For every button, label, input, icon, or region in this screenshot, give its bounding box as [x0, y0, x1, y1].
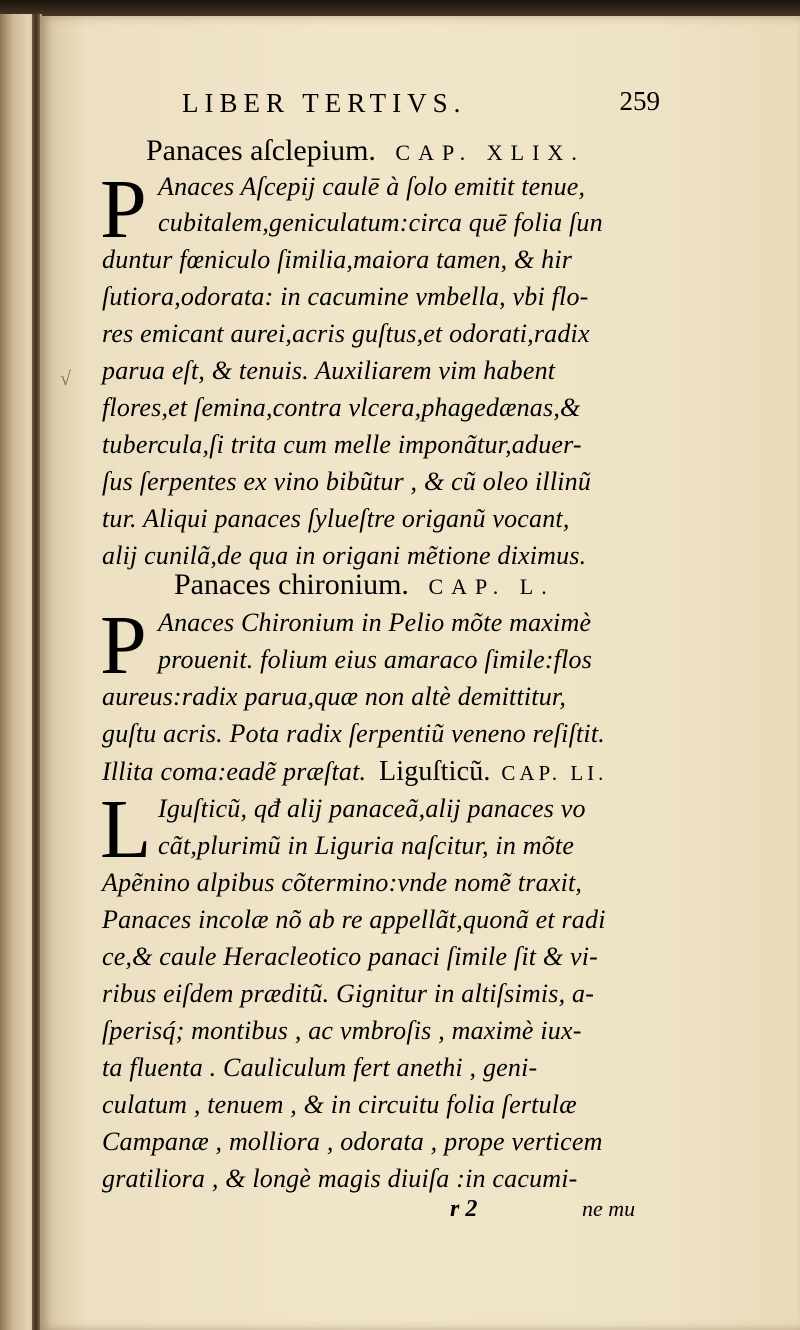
chapter-49-title: Panaces aſclepium. — [146, 134, 376, 167]
chapter-49-line: duntur fœniculo ſimilia,maiora tamen, & hir — [102, 245, 573, 274]
chapter-50-line — [102, 756, 607, 788]
chapter-51-line: Iguſticũ, qđ alij panaceã,alij panaces vo — [158, 794, 586, 823]
chapter-49-drop-cap: P — [100, 163, 147, 256]
chapter-49-line: flores,et ſemina,contra vlcera,phagedænas,& — [102, 393, 581, 422]
chapter-49-line: parua eſt, & tenuis. Auxiliarem vim habent — [102, 356, 556, 385]
page-number: 259 — [619, 86, 660, 116]
chapter-49-line: ſus ſerpentes ex vino bibũtur , & cũ oleo illinũ — [102, 467, 592, 496]
chapter-49-line: ſutiora,odorata: in cacumine vmbella, vbi flo- — [102, 282, 589, 311]
catchword: ne mu — [582, 1196, 636, 1221]
chapter-50-line: aureus:radix parua,quæ non altè demittitur, — [102, 682, 567, 711]
running-header — [182, 88, 660, 124]
chapter-51-line: gratiliora , & longè magis diuiſa :in cacumi- — [102, 1164, 578, 1193]
chapter-51-line: ribus eiſdem præditũ. Gignitur in altiſsimis, a- — [102, 979, 595, 1008]
chapter-50-line: Anaces Chironium in Pelio mõte maximè — [158, 608, 592, 637]
chapter-50-line: guſtu acris. Pota radix ſerpentiũ veneno reſiſtit. — [102, 719, 605, 748]
running-title: LIBER TERTIVS. — [182, 88, 467, 118]
chapter-49-line: tubercula,ſi trita cum melle imponãtur,aduer- — [102, 430, 582, 459]
chapter-49-line: alij cunilã,de qua in origani mẽtione diximus. — [102, 541, 587, 570]
chapter-51-line: Campanæ , molliora , odorata , prope verticem — [102, 1127, 603, 1156]
chapter-51-drop-cap: L — [100, 783, 152, 876]
chapter-51-line: culatum , tenuem , & in circuitu folia ſertulæ — [102, 1090, 577, 1119]
chapter-49-line: Anaces Aſcepij caulē à ſolo emitit tenue, — [158, 172, 586, 201]
chapter-49-line: res emicant aurei,acris guſtus,et odorati,radix — [102, 319, 590, 348]
gutter-shadow — [32, 14, 40, 1330]
chapter-50-heading — [174, 568, 555, 602]
chapter-51-line: ſperisq́; montibus , ac vmbroſis , maximè iux- — [102, 1016, 582, 1045]
chapter-50-number: CAP. L. — [428, 574, 555, 599]
chapter-50-last-line: Illita coma:eadẽ præſtat. — [102, 757, 367, 786]
chapter-51-line: Apẽnino alpibus cõtermino:vnde nomẽ traxit, — [102, 868, 583, 897]
chapter-51-line: cãt,plurimũ in Liguria naſcitur, in mõte — [158, 831, 575, 860]
chapter-49-heading — [146, 134, 585, 168]
chapter-49-line: cubitalem,geniculatum:circa quē folia ſun — [158, 208, 603, 237]
chapter-50-title: Panaces chironium. — [174, 568, 409, 601]
chapter-50-line: prouenit. folium eius amaraco ſimile:flos — [158, 645, 593, 674]
chapter-51-title: Liguſticũ. — [378, 756, 491, 787]
chapter-51-line: ta fluenta . Cauliculum fert anethi , geni- — [102, 1053, 538, 1082]
chapter-49-number: CAP. XLIX. — [395, 140, 585, 165]
chapter-51-line: Panaces incolæ nõ ab re appellãt,quonã et radi — [102, 905, 606, 934]
margin-mark: √ — [60, 368, 71, 390]
signature-mark: r 2 — [450, 1196, 478, 1222]
chapter-49-line: tur. Aliqui panaces ſylueſtre origanũ vocant, — [102, 504, 570, 533]
chapter-51-number: CAP. LI. — [501, 761, 608, 785]
chapter-50-drop-cap: P — [100, 599, 147, 692]
chapter-51-line: ce,& caule Heracleotico panaci ſimile ſit & vi- — [102, 942, 599, 971]
